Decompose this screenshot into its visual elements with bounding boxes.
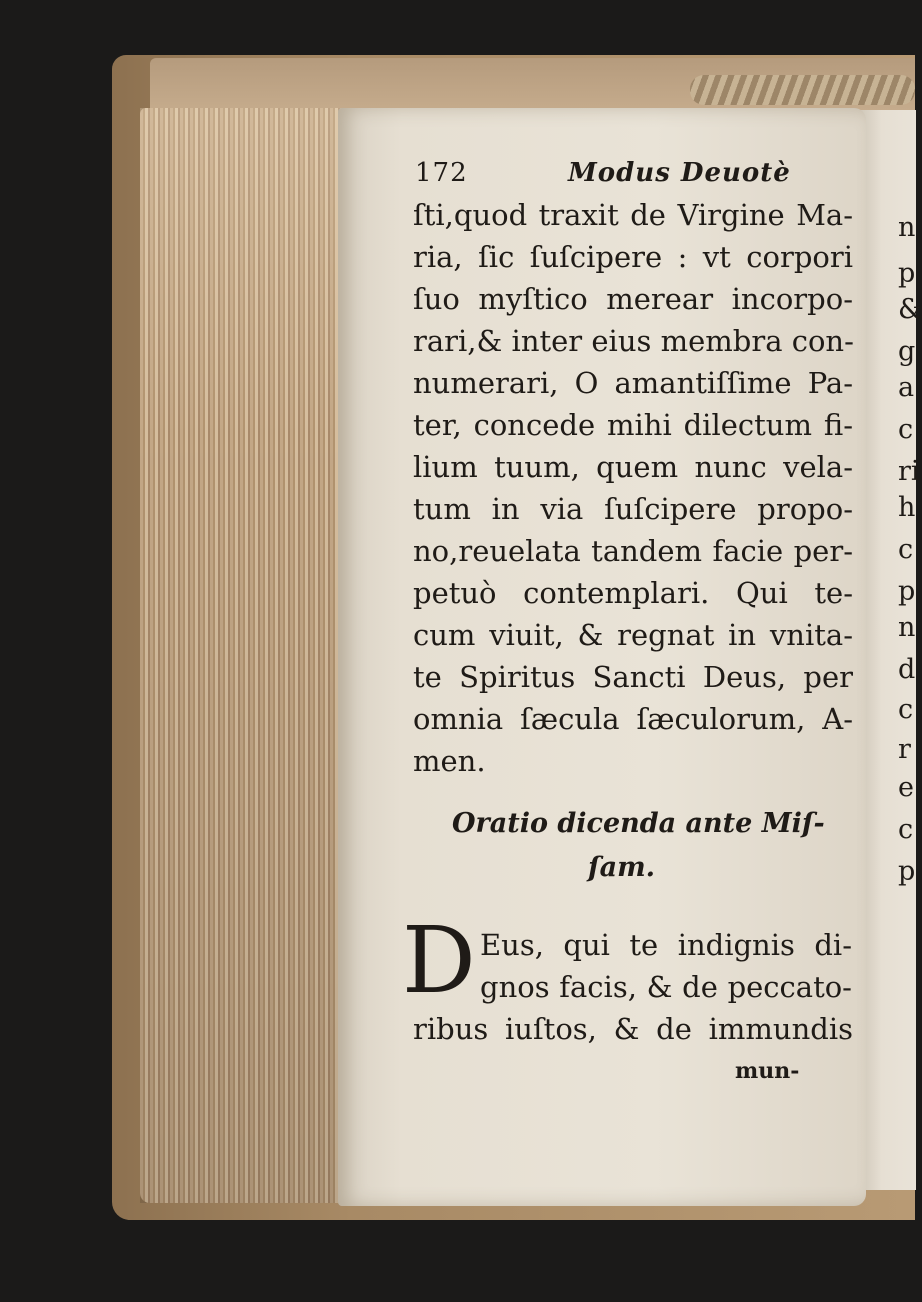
prayer-line: gnos facis, & de peccato- — [480, 970, 852, 1004]
body-line: men. — [413, 744, 486, 778]
body-line: te Spiritus Sancti Deus, per — [413, 660, 853, 694]
body-line: ter, concede mihi dilectum fi- — [413, 408, 853, 442]
facing-page-letter: h — [898, 492, 916, 523]
page-number: 172 — [415, 158, 468, 188]
section-heading: Oratio dicenda ante Miſ- — [452, 808, 825, 839]
prayer-line: Eus, qui te indignis di- — [480, 928, 852, 962]
running-title: Modus Deuotè — [568, 158, 791, 188]
drop-cap: D — [402, 907, 476, 1014]
page-block-edges — [140, 108, 355, 1203]
facing-page-letter: p — [898, 856, 916, 887]
body-line: ria, ſic ſuſcipere : vt corpori — [413, 240, 853, 274]
prayer-line: ribus iuſtos, & de immundis — [413, 1012, 853, 1046]
facing-page-letter: c — [898, 694, 914, 725]
body-line: tum in via ſuſcipere propo- — [413, 492, 853, 526]
facing-page-letter: e — [898, 772, 914, 803]
facing-page-letter: & — [898, 294, 922, 325]
facing-page-letter: c — [898, 414, 914, 445]
body-line: numerari, O amantiſſime Pa- — [413, 366, 853, 400]
section-heading-cont: ſam. — [588, 852, 656, 883]
body-line: ſti,quod traxit de Virgine Ma- — [413, 198, 853, 232]
facing-page-letter: g — [898, 336, 916, 367]
facing-page-letter: n — [898, 612, 916, 643]
facing-page-letter: d — [898, 654, 916, 685]
facing-page-letter: c — [898, 534, 914, 565]
catchword: mun- — [735, 1058, 800, 1084]
body-line: lium tuum, quem nunc vela- — [413, 450, 853, 484]
facing-page-letter: a — [898, 372, 915, 403]
facing-page-letter: ri — [898, 456, 920, 487]
body-line: rari,& inter eius membra con- — [413, 324, 854, 358]
body-line: petuò contemplari. Qui te- — [413, 576, 853, 610]
body-line: ſuo myſtico merear incorpo- — [413, 282, 853, 316]
body-line: cum viuit, & regnat in vnita- — [413, 618, 853, 652]
facing-page-letter: r — [898, 734, 911, 765]
facing-page-letter: n — [898, 212, 916, 243]
facing-page-letter: p — [898, 258, 916, 289]
body-line: omnia ſæcula ſæculorum, A- — [413, 702, 853, 736]
binding-cord — [690, 75, 915, 105]
facing-page-letter: p — [898, 576, 916, 607]
body-line: no,reuelata tandem facie per- — [413, 534, 853, 568]
facing-page-letter: c — [898, 814, 914, 845]
